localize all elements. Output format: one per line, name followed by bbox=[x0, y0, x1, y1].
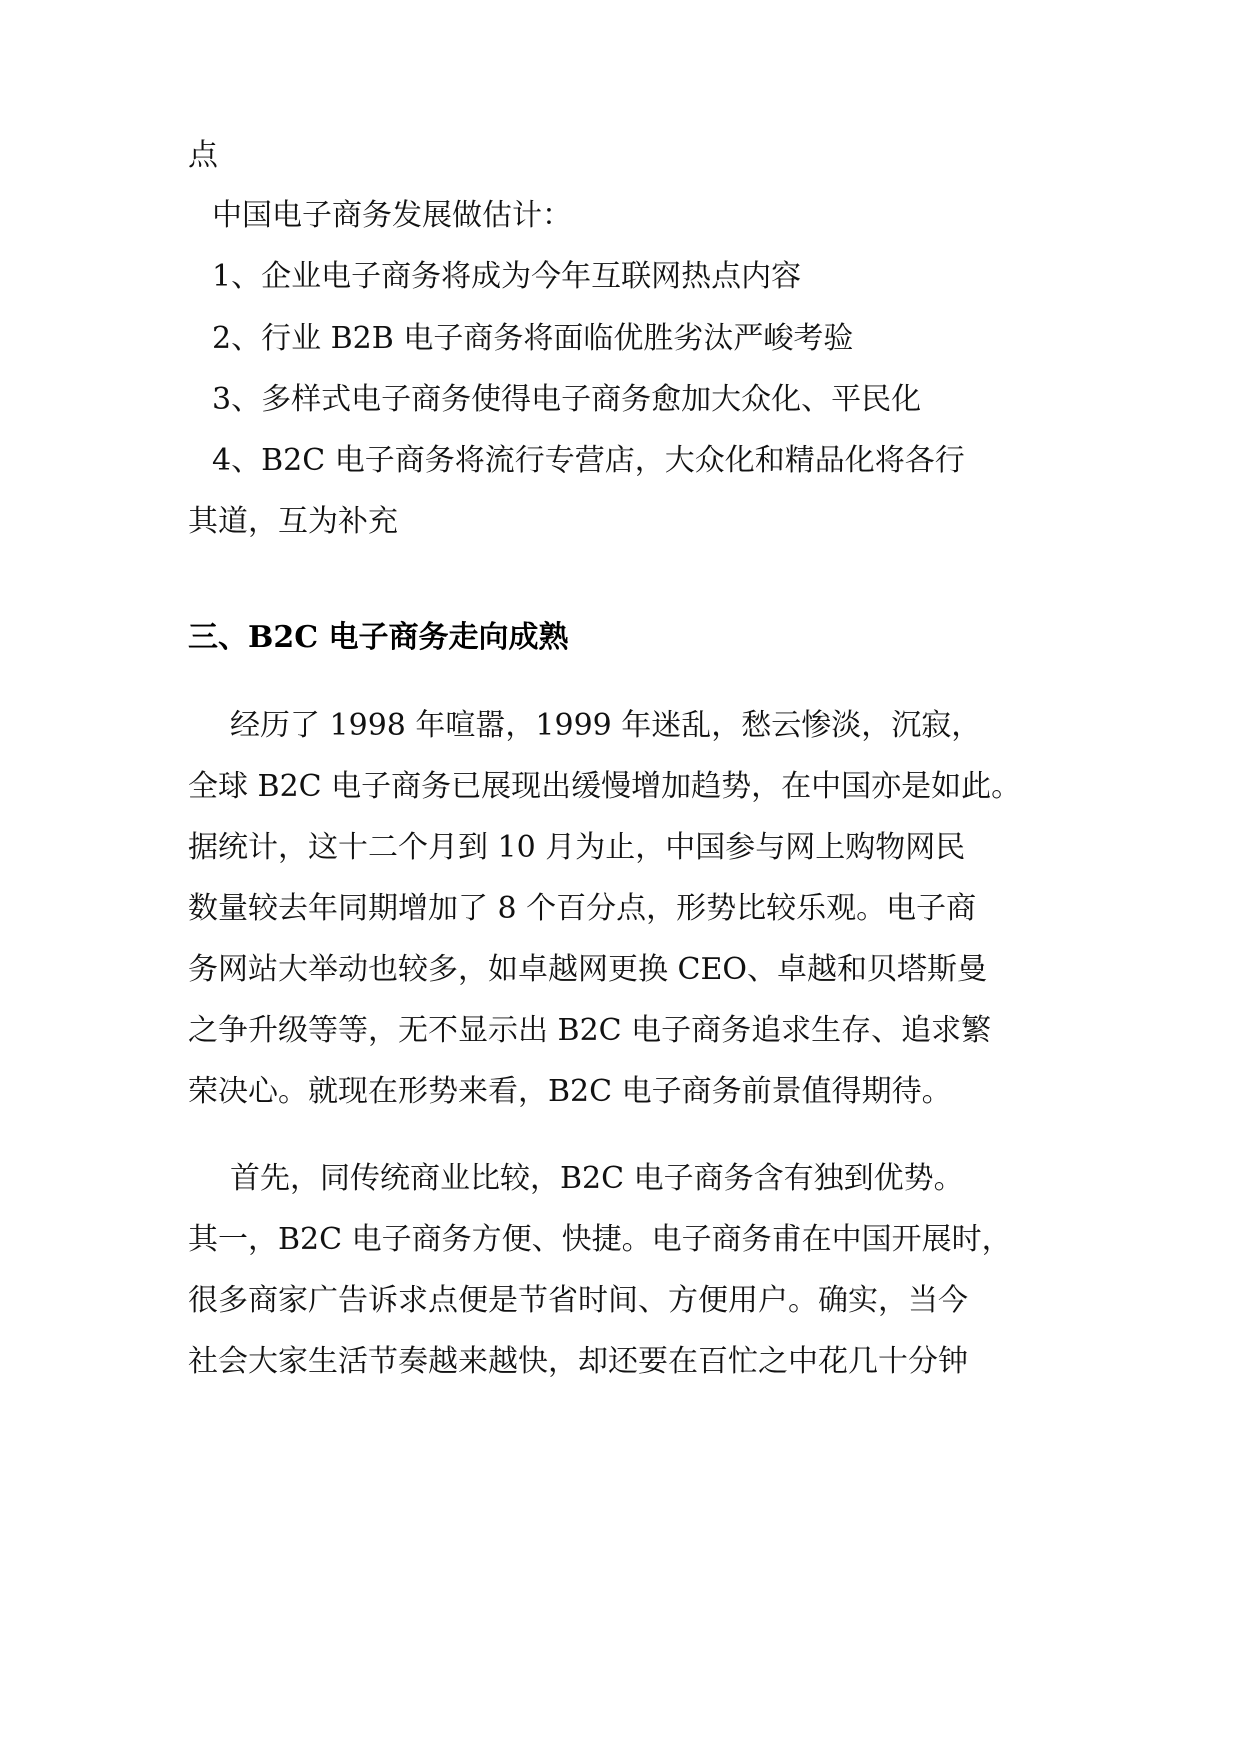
paragraph-line: 荣决心。就现在形势来看，B2C 电子商务前景值得期待。 bbox=[188, 1074, 952, 1109]
paragraph-line: 务网站大举动也较多，如卓越网更换 CEO、卓越和贝塔斯曼 bbox=[188, 952, 987, 987]
paragraph-line: 经历了 1998 年喧嚣，1999 年迷乱，愁云惨淡，沉寂， bbox=[230, 708, 982, 743]
list-item: 3、多样式电子商务使得电子商务愈加大众化、平民化 bbox=[212, 382, 922, 417]
paragraph-line: 数量较去年同期增加了 8 个百分点，形势比较乐观。电子商 bbox=[188, 891, 977, 926]
paragraph-line: 据统计，这十二个月到 10 月为止，中国参与网上购物网民 bbox=[188, 830, 966, 865]
paragraph-line: 首先，同传统商业比较，B2C 电子商务含有独到优势。 bbox=[230, 1161, 964, 1196]
estimate-intro: 中国电子商务发展做估计： bbox=[212, 198, 572, 233]
paragraph-line: 其一，B2C 电子商务方便、快捷。电子商务甫在中国开展时， bbox=[188, 1222, 1012, 1257]
section-heading: 三、B2C 电子商务走向成熟 bbox=[188, 620, 569, 655]
paragraph-line: 之争升级等等，无不显示出 B2C 电子商务追求生存、追求繁 bbox=[188, 1013, 992, 1048]
list-item: 1、企业电子商务将成为今年互联网热点内容 bbox=[212, 259, 802, 294]
intro-fragment: 点 bbox=[188, 138, 218, 173]
list-item: 4、B2C 电子商务将流行专营店，大众化和精品化将各行 bbox=[212, 443, 965, 478]
paragraph-line: 很多商家广告诉求点便是节省时间、方便用户。确实，当今 bbox=[188, 1283, 968, 1318]
paragraph-line: 社会大家生活节奏越来越快，却还要在百忙之中花几十分钟 bbox=[188, 1344, 968, 1379]
list-item-continuation: 其道，互为补充 bbox=[188, 504, 398, 539]
paragraph-line: 全球 B2C 电子商务已展现出缓慢增加趋势，在中国亦是如此。 bbox=[188, 769, 1022, 804]
list-item: 2、行业 B2B 电子商务将面临优胜劣汰严峻考验 bbox=[212, 321, 854, 356]
